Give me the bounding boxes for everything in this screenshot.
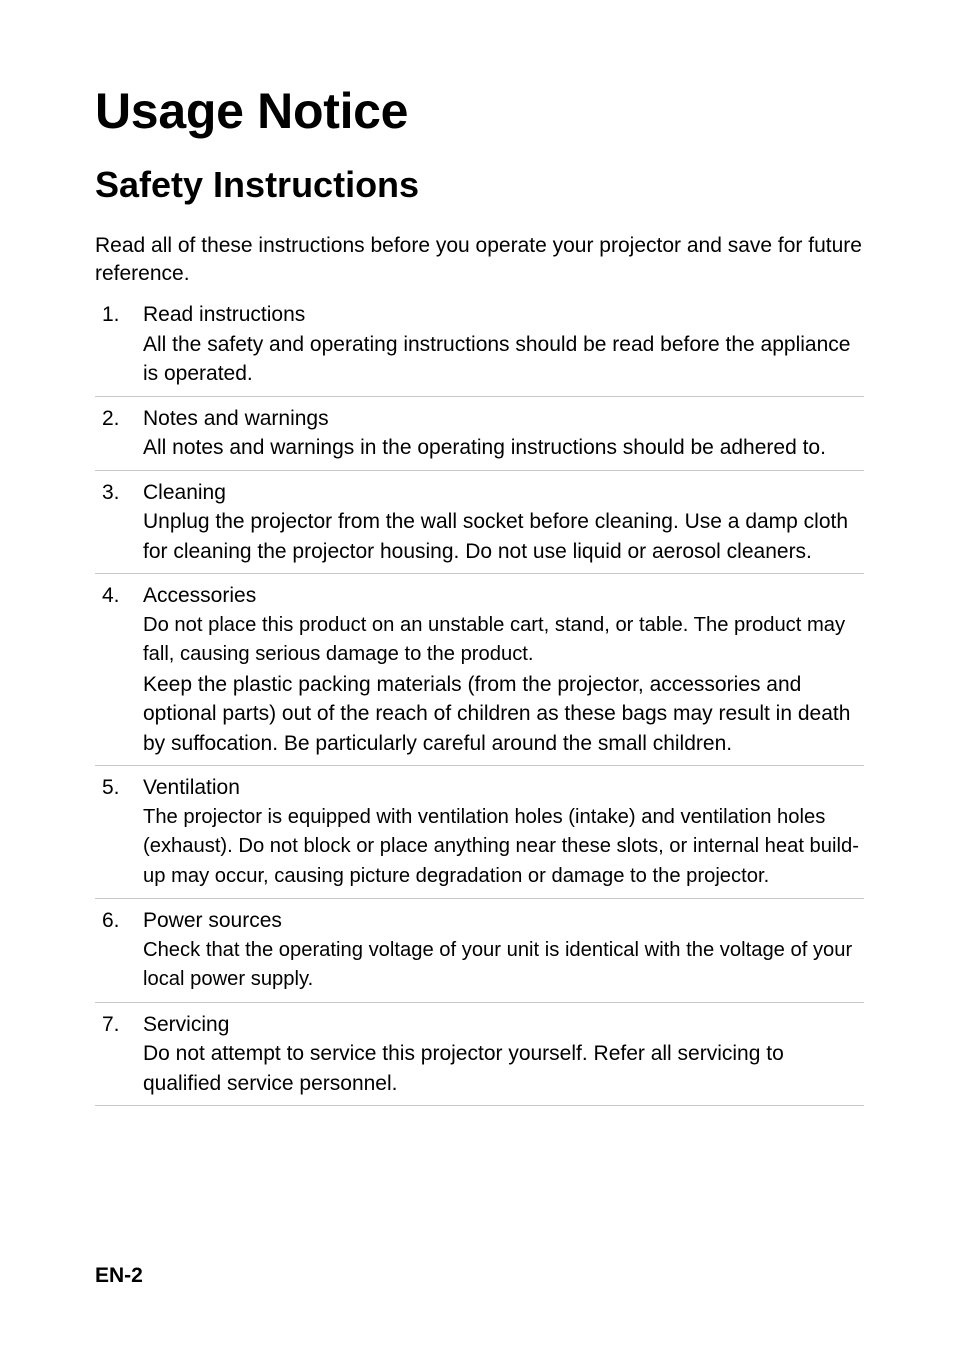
item-text: Check that the operating voltage of your unit is identical with the voltage of your local power supply. — [143, 938, 853, 990]
item-text: All notes and warnings in the operating instructions should be adhered to. — [143, 436, 826, 459]
list-item — [95, 404, 864, 471]
item-title: Accessories — [143, 584, 257, 607]
list-item — [95, 1010, 864, 1107]
item-text: The projector is equipped with ventilation holes (intake) and ventilation holes (exhaust). Do not block or place anything near these slots, or internal heat build-up may occur, causing picture degradation or damage to the projector. — [143, 805, 859, 887]
list-item — [95, 581, 864, 766]
item-number: 5. — [102, 776, 120, 799]
item-body — [143, 906, 864, 995]
item-number: 7. — [102, 1012, 120, 1036]
list-item — [95, 300, 864, 397]
item-body — [143, 773, 864, 891]
item-text: Keep the plastic packing materials (from the projector, accessories and optional parts) out of the reach of children as these bags may result in death by suffocation. Be particularly careful around the small children. — [143, 672, 851, 755]
item-body — [143, 300, 864, 389]
list-item — [95, 478, 864, 575]
item-number: 4. — [102, 584, 120, 607]
item-number: 3. — [102, 480, 120, 504]
item-text: Do not attempt to service this projector yourself. Refer all servicing to qualified service personnel. — [143, 1042, 784, 1095]
intro-paragraph: Read all of these instructions before you operate your projector and save for future reference. — [95, 234, 862, 285]
item-body — [143, 404, 864, 463]
item-body — [143, 581, 864, 758]
item-title: Power sources — [143, 909, 282, 932]
item-text: Do not place this product on an unstable cart, stand, or table. The product may fall, causing serious damage to the product. — [143, 613, 846, 665]
item-title: Cleaning — [143, 480, 226, 504]
item-text: Unplug the projector from the wall socket before cleaning. Use a damp cloth for cleaning the projector housing. Do not use liquid or aerosol cleaners. — [143, 510, 849, 563]
list-item — [95, 773, 864, 899]
item-text: All the safety and operating instructions should be read before the appliance is operated. — [143, 332, 851, 385]
item-title: Ventilation — [143, 776, 240, 799]
item-number: 2. — [102, 406, 120, 430]
page-number: EN-2 — [95, 1264, 143, 1287]
item-title: Notes and warnings — [143, 406, 329, 430]
section-title: Safety Instructions — [95, 164, 420, 205]
item-title: Read instructions — [143, 303, 306, 326]
item-number: 1. — [102, 303, 120, 326]
item-title: Servicing — [143, 1012, 230, 1036]
item-body — [143, 478, 864, 567]
item-body — [143, 1010, 864, 1099]
list-item — [95, 906, 864, 1003]
safety-instructions-list — [95, 300, 864, 1113]
item-number: 6. — [102, 909, 120, 932]
page-title: Usage Notice — [95, 83, 409, 139]
